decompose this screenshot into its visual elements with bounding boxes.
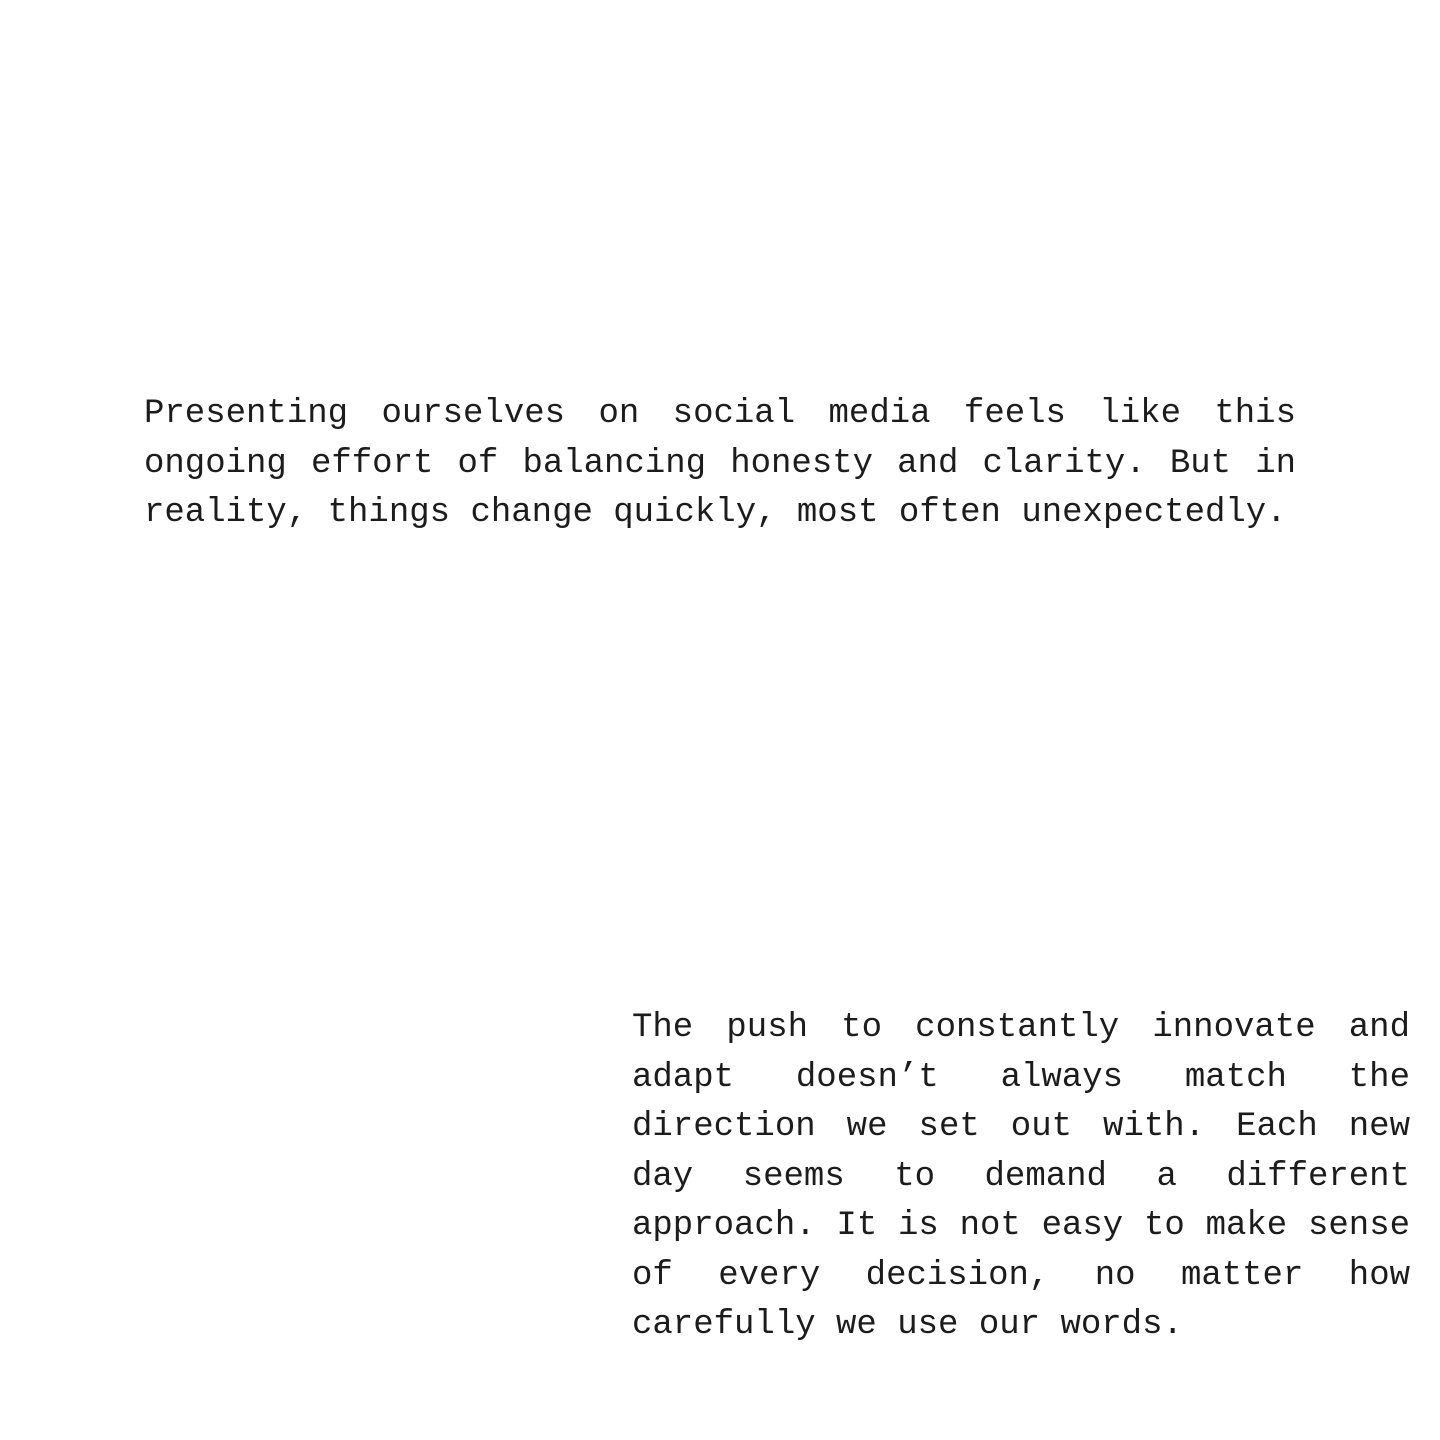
paragraph-reflection: The push to constantly innovate and adapt doesn’t always match the direction we set out with. Each new day seems to demand a different approach. It is not easy to make sense of every decision, no matter how carefully we use our words. [632, 1009, 1410, 1344]
paragraph-intro: Presenting ourselves on social media feels like this ongoing effort of balancing honesty and clarity. But in reality, things change quickly, most often unexpectedly. [144, 395, 1296, 532]
